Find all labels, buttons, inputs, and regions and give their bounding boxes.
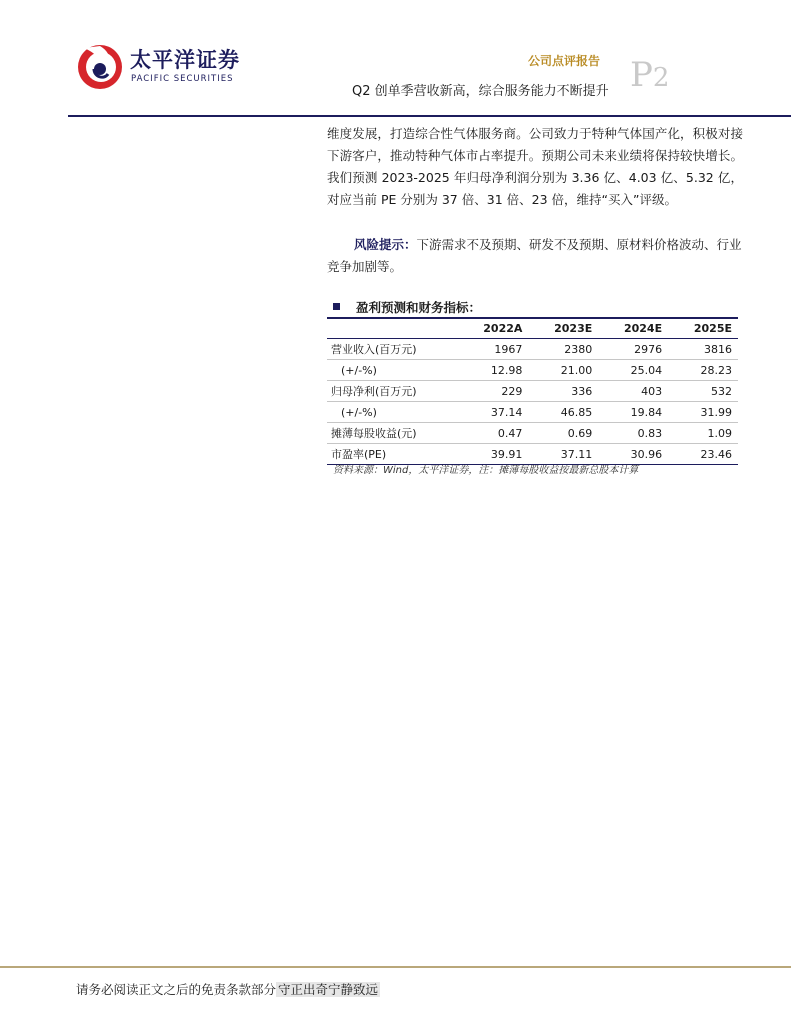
table-cell: 12.98 <box>457 360 528 381</box>
table-cell: 39.91 <box>457 444 528 465</box>
financial-indicators-table <box>327 318 738 465</box>
table-cell: 2380 <box>528 339 598 360</box>
table-title <box>333 298 481 316</box>
table-cell: 31.99 <box>668 402 738 423</box>
footer-motto: 守正出奇宁静致远 <box>278 982 379 997</box>
risk-text: 下游需求不及预期、研发不及预期、原材料价格波动、行业竞争加剧等。 <box>327 237 742 274</box>
table-cell: 25.04 <box>598 360 668 381</box>
row-label: (+/-%) <box>327 402 457 423</box>
column-header <box>327 318 457 339</box>
row-label: 归母净利(百万元) <box>327 381 457 402</box>
footer-divider <box>0 966 791 968</box>
table-cell: 0.69 <box>528 423 598 444</box>
table-cell: 0.47 <box>457 423 528 444</box>
table-row <box>327 381 738 402</box>
table-cell: 403 <box>598 381 668 402</box>
square-bullet-icon <box>333 303 340 310</box>
column-header: 2023E <box>528 318 598 339</box>
pacific-securities-logo-icon <box>74 40 126 92</box>
table-header-row <box>327 318 738 339</box>
row-label: (+/-%) <box>327 360 457 381</box>
table-cell: 1.09 <box>668 423 738 444</box>
table-cell: 46.85 <box>528 402 598 423</box>
table-cell: 28.23 <box>668 360 738 381</box>
table-cell: 19.84 <box>598 402 668 423</box>
table-cell: 30.96 <box>598 444 668 465</box>
table-row <box>327 339 738 360</box>
column-header: 2025E <box>668 318 738 339</box>
page-number-letter: P <box>630 55 653 95</box>
table-cell: 336 <box>528 381 598 402</box>
row-label: 市盈率(PE) <box>327 444 457 465</box>
table-cell: 37.11 <box>528 444 598 465</box>
table-cell: 21.00 <box>528 360 598 381</box>
table-cell: 3816 <box>668 339 738 360</box>
table-cell: 0.83 <box>598 423 668 444</box>
table-row <box>327 423 738 444</box>
footer-disclaimer: 请务必阅读正文之后的免责条款部分 <box>76 982 277 997</box>
report-type: 公司点评报告 <box>528 54 601 68</box>
table-cell: 532 <box>668 381 738 402</box>
table-title-text: 盈利预测和财务指标： <box>356 300 482 315</box>
report-title: Q2 创单季营收新高，综合服务能力不断提升 <box>352 84 609 99</box>
risk-label: 风险提示： <box>354 237 417 252</box>
row-label: 营业收入(百万元) <box>327 339 457 360</box>
page-number-digit: 2 <box>652 63 670 93</box>
header-divider <box>68 115 791 117</box>
page-number <box>630 55 670 95</box>
table-row <box>327 402 738 423</box>
brand-name-cn: 太平洋证券 <box>130 48 240 72</box>
row-label: 摊薄每股收益(元) <box>327 423 457 444</box>
column-header: 2022A <box>457 318 528 339</box>
footer <box>76 980 380 998</box>
risk-warning <box>327 234 743 278</box>
table-cell: 2976 <box>598 339 668 360</box>
table-cell: 229 <box>457 381 528 402</box>
table-cell: 23.46 <box>668 444 738 465</box>
table-cell: 1967 <box>457 339 528 360</box>
column-header: 2024E <box>598 318 668 339</box>
company-logo <box>74 40 240 92</box>
body-paragraph: 维度发展，打造综合性气体服务商。公司致力于特种气体国产化，积极对接下游客户，推动特种气体市占率提升。预期公司未来业绩将保持较快增长。我们预测 2023-2025 年归母净利润分别为 3.36 亿、4.03 亿、5.32 亿，对应当前 PE 分别为 37 倍、31 倍、23 倍，维持“买入”评级。 <box>327 126 743 207</box>
table-row <box>327 360 738 381</box>
table-source-note: 资料来源：Wind，太平洋证券，注：摊薄每股收益按最新总股本计算 <box>333 465 639 476</box>
brand-name-en: PACIFIC SECURITIES <box>131 74 234 84</box>
table-cell: 37.14 <box>457 402 528 423</box>
